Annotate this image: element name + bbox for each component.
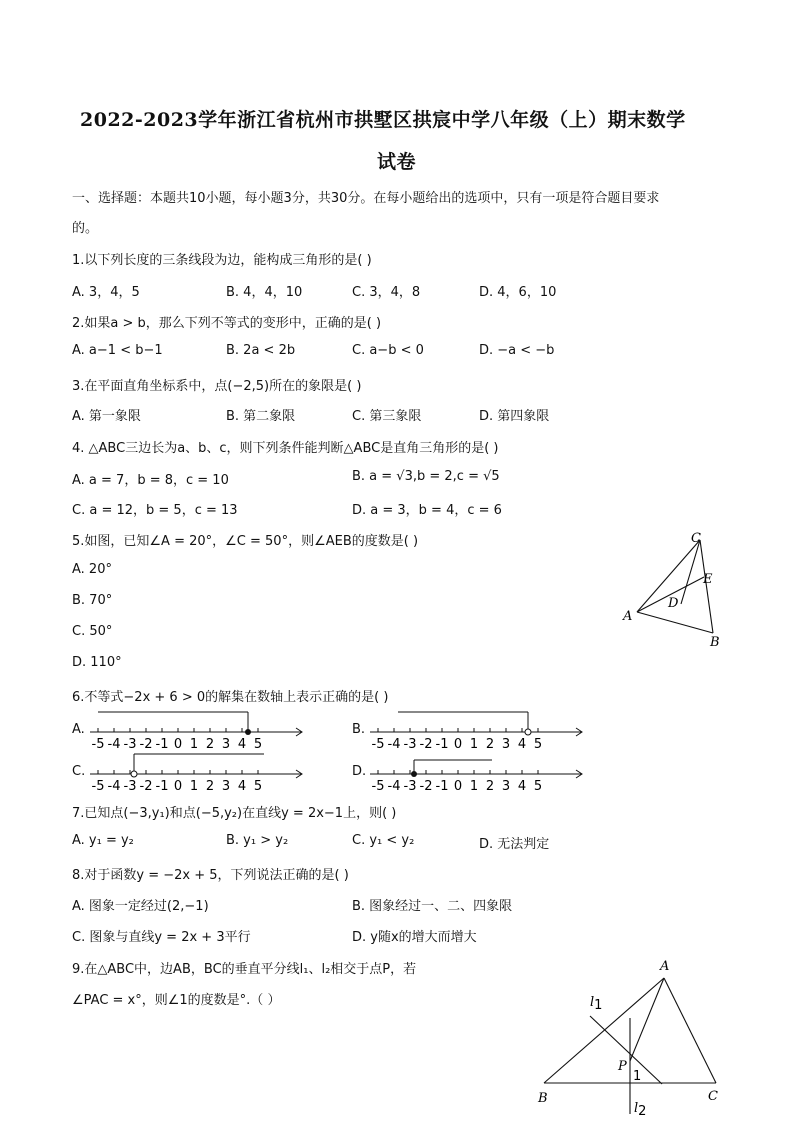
tick-label: 2 <box>205 779 215 794</box>
q1-option-d: D. 4，6，10 <box>479 285 557 300</box>
question-4-stem: 4. △ABC三边长为a、b、c，则下列条件能判断△ABC是直角三角形的是( ) <box>72 441 499 456</box>
tick-label: -5 <box>91 737 105 752</box>
tick-label: 2 <box>485 779 495 794</box>
question-9-stem: 9.在△ABC中，边AB，BC的垂直平分线l₁、l₂相交于点P，若 <box>72 962 417 977</box>
number-line-c-dot <box>131 771 137 777</box>
number-line-b-dot <box>525 729 531 735</box>
fig5-label-d: D <box>668 596 679 611</box>
tick-label: -3 <box>403 779 417 794</box>
question-1-stem: 1.以下列长度的三条线段为边，能构成三角形的是( ) <box>72 253 372 268</box>
tick-label: -5 <box>91 779 105 794</box>
fig5-label-c: C <box>691 531 701 546</box>
q6-option-d: D. <box>352 764 367 779</box>
q6-option-b: B. <box>352 722 366 737</box>
q5-option-b: B. 70° <box>72 593 113 608</box>
number-line-d-dot <box>411 771 417 777</box>
tick-label: -3 <box>123 737 137 752</box>
q7-option-d: D. 无法判定 <box>479 837 550 852</box>
q8-option-a: A. 图象一定经过(2,−1) <box>72 899 209 914</box>
tick-label: 1 <box>469 737 479 752</box>
q3-option-d: D. 第四象限 <box>479 409 550 424</box>
tick-label: -4 <box>387 779 401 794</box>
fig9-label-b: B <box>538 1091 548 1106</box>
fig9-label-angle1: 1 <box>633 1069 642 1084</box>
tick-label: 5 <box>533 737 543 752</box>
tick-label: 1 <box>189 779 199 794</box>
tick-label: 0 <box>453 779 463 794</box>
q3-option-a: A. 第一象限 <box>72 409 141 424</box>
q8-option-d: D. y随x的增大而增大 <box>352 930 477 945</box>
section-heading-cont: 的。 <box>72 221 99 236</box>
q5-triangle-figure <box>615 528 735 650</box>
fig5-label-b: B <box>710 635 720 650</box>
tick-label: 3 <box>501 737 511 752</box>
section-heading: 一、选择题：本题共10小题，每小题3分，共30分。在每小题给出的选项中，只有一项是符合题目要求 <box>72 191 660 206</box>
tick-label: -2 <box>139 779 153 794</box>
tick-label: 4 <box>237 737 247 752</box>
q8-option-c: C. 图象与直线y = 2x + 3平行 <box>72 930 251 945</box>
tick-label: -2 <box>419 779 433 794</box>
tick-label: 3 <box>221 779 231 794</box>
tick-label: -3 <box>123 779 137 794</box>
tick-label: 3 <box>501 779 511 794</box>
tick-label: -1 <box>435 779 449 794</box>
tick-label: -1 <box>435 737 449 752</box>
q5-option-a: A. 20° <box>72 562 112 577</box>
tick-label: 0 <box>453 737 463 752</box>
tick-label: -5 <box>371 737 385 752</box>
question-5-stem: 5.如图，已知∠A = 20°，∠C = 50°，则∠AEB的度数是( ) <box>72 534 419 549</box>
q4-option-d: D. a = 3，b = 4，c = 6 <box>352 503 502 518</box>
q5-option-c: C. 50° <box>72 624 113 639</box>
q2-option-c: C. a−b < 0 <box>352 343 424 358</box>
number-line-d <box>368 752 588 794</box>
tick-label: 4 <box>517 737 527 752</box>
tick-label: -4 <box>107 779 121 794</box>
fig9-label-c: C <box>708 1089 718 1104</box>
fig9-label-l2: l2 <box>634 1101 647 1118</box>
q7-option-b: B. y₁ > y₂ <box>226 833 289 848</box>
tick-label: -5 <box>371 779 385 794</box>
page-title-line1: 2022-2023学年浙江省杭州市拱墅区拱宸中学八年级（上）期末数学 <box>80 109 686 131</box>
q2-option-d: D. −a < −b <box>479 343 555 358</box>
q7-option-c: C. y₁ < y₂ <box>352 833 415 848</box>
q2-option-a: A. a−1 < b−1 <box>72 343 163 358</box>
question-6-stem: 6.不等式−2x + 6 > 0的解集在数轴上表示正确的是( ) <box>72 690 389 705</box>
number-line-c <box>88 752 308 794</box>
tick-label: -4 <box>387 737 401 752</box>
tick-label: 0 <box>173 779 183 794</box>
fig9-label-p: P <box>618 1059 627 1074</box>
tick-label: 0 <box>173 737 183 752</box>
number-line-b <box>368 710 588 752</box>
q4-option-a: A. a = 7，b = 8，c = 10 <box>72 473 229 488</box>
tick-label: -4 <box>107 737 121 752</box>
q3-option-c: C. 第三象限 <box>352 409 422 424</box>
question-7-stem: 7.已知点(−3,y₁)和点(−5,y₂)在直线y = 2x−1上，则( ) <box>72 806 397 821</box>
tick-label: 4 <box>237 779 247 794</box>
q3-option-b: B. 第二象限 <box>226 409 296 424</box>
tick-label: -3 <box>403 737 417 752</box>
q2-option-b: B. 2a < 2b <box>226 343 296 358</box>
fig9-label-l1: l1 <box>590 995 603 1013</box>
q7-option-a: A. y₁ = y₂ <box>72 833 134 848</box>
question-3-stem: 3.在平面直角坐标系中，点(−2,5)所在的象限是( ) <box>72 379 362 394</box>
question-2-stem: 2.如果a > b，那么下列不等式的变形中，正确的是( ) <box>72 316 382 331</box>
tick-label: -1 <box>155 779 169 794</box>
fig5-label-e: E <box>703 572 713 587</box>
tick-label: 5 <box>253 737 263 752</box>
tick-label: -1 <box>155 737 169 752</box>
tick-label: 3 <box>221 737 231 752</box>
tick-label: 1 <box>469 779 479 794</box>
q4-option-b: B. a = √3,b = 2,c = √5 <box>352 469 500 484</box>
q8-option-b: B. 图象经过一、二、四象限 <box>352 899 513 914</box>
tick-label: 5 <box>253 779 263 794</box>
q9-triangle-figure <box>532 956 732 1118</box>
q6-option-a: A. <box>72 722 85 737</box>
q1-option-b: B. 4，4，10 <box>226 285 303 300</box>
tick-label: -2 <box>139 737 153 752</box>
tick-label: 5 <box>533 779 543 794</box>
number-line-a-dot <box>245 729 251 735</box>
fig9-label-a: A <box>660 959 670 974</box>
q5-option-d: D. 110° <box>72 655 122 670</box>
q6-option-c: C. <box>72 764 86 779</box>
tick-label: 1 <box>189 737 199 752</box>
tick-label: 2 <box>485 737 495 752</box>
tick-label: 2 <box>205 737 215 752</box>
tick-label: 4 <box>517 779 527 794</box>
question-9-stem-cont: ∠PAC = x°，则∠1的度数是°.（ ） <box>72 993 281 1008</box>
number-line-a <box>88 710 308 752</box>
fig5-label-a: A <box>623 609 633 624</box>
q4-option-c: C. a = 12，b = 5，c = 13 <box>72 503 238 518</box>
tick-label: -2 <box>419 737 433 752</box>
q1-option-a: A. 3，4，5 <box>72 285 140 300</box>
question-8-stem: 8.对于函数y = −2x + 5，下列说法正确的是( ) <box>72 868 349 883</box>
page-title-line2: 试卷 <box>377 151 417 173</box>
q1-option-c: C. 3，4，8 <box>352 285 421 300</box>
